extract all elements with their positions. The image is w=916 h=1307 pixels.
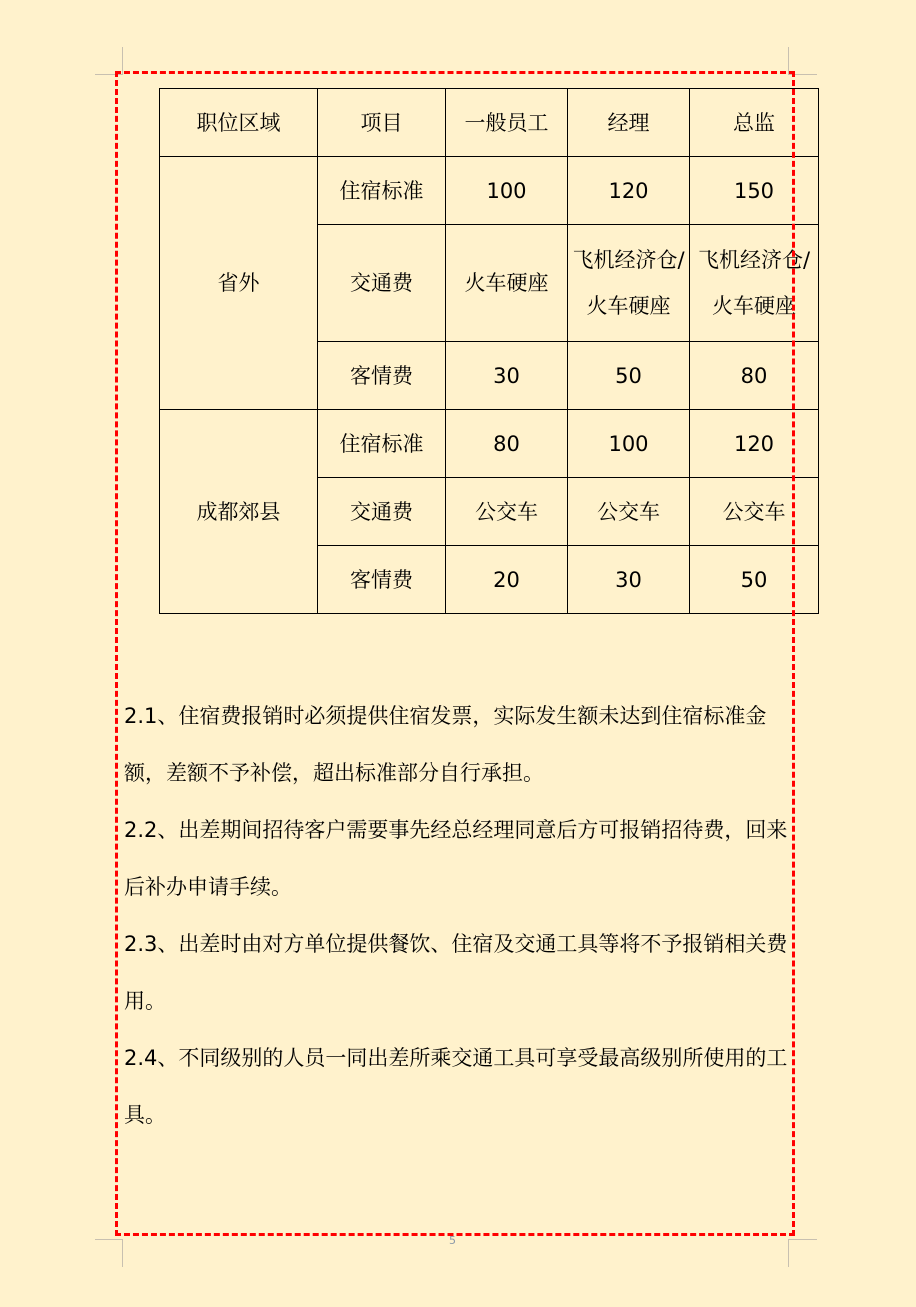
header-cell: 项目 [318, 89, 446, 157]
header-cell: 一般员工 [446, 89, 568, 157]
value-cell: 公交车 [690, 478, 819, 546]
travel-expense-table [159, 88, 819, 614]
item-cell: 交通费 [318, 225, 446, 342]
crop-mark-tl-v [122, 47, 123, 75]
paragraph: 2.3、出差时由对方单位提供餐饮、住宿及交通工具等将不予报销相关费用。 [124, 932, 788, 1013]
value-cell: 火车硬座 [446, 225, 568, 342]
value-cell: 公交车 [568, 478, 690, 546]
table-row [160, 410, 819, 478]
value-cell: 100 [446, 157, 568, 225]
value-cell: 50 [568, 342, 690, 410]
table-header-row [160, 89, 819, 157]
table-row [160, 157, 819, 225]
crop-mark-tr-h [789, 74, 817, 75]
crop-mark-bl-h [95, 1239, 123, 1240]
value-cell: 20 [446, 546, 568, 614]
paragraph: 2.1、住宿费报销时必须提供住宿发票，实际发生额未达到住宿标准金额，差额不予补偿，超出标准部分自行承担。 [124, 704, 767, 785]
region-cell: 省外 [160, 157, 318, 410]
policy-paragraphs [124, 688, 794, 1144]
region-cell: 成都郊县 [160, 410, 318, 614]
item-cell: 住宿标准 [318, 410, 446, 478]
value-cell: 150 [690, 157, 819, 225]
value-cell: 50 [690, 546, 819, 614]
item-cell: 客情费 [318, 546, 446, 614]
value-cell: 120 [568, 157, 690, 225]
item-cell: 住宿标准 [318, 157, 446, 225]
paragraph: 2.4、不同级别的人员一同出差所乘交通工具可享受最高级别所使用的工具。 [124, 1046, 788, 1127]
value-cell: 30 [568, 546, 690, 614]
value-cell: 飞机经济仓/火车硬座 [568, 225, 690, 342]
crop-mark-tl-h [95, 74, 123, 75]
header-cell: 职位区域 [160, 89, 318, 157]
value-cell: 80 [446, 410, 568, 478]
crop-mark-br-v [788, 1239, 789, 1267]
value-cell: 30 [446, 342, 568, 410]
crop-mark-br-h [789, 1239, 817, 1240]
value-cell: 100 [568, 410, 690, 478]
value-cell: 120 [690, 410, 819, 478]
crop-mark-bl-v [122, 1239, 123, 1267]
crop-mark-tr-v [788, 47, 789, 75]
header-cell: 总监 [690, 89, 819, 157]
value-cell: 公交车 [446, 478, 568, 546]
item-cell: 交通费 [318, 478, 446, 546]
value-cell: 飞机经济仓/火车硬座 [690, 225, 819, 342]
paragraph: 2.2、出差期间招待客户需要事先经总经理同意后方可报销招待费，回来后补办申请手续。 [124, 818, 788, 899]
item-cell: 客情费 [318, 342, 446, 410]
header-cell: 经理 [568, 89, 690, 157]
value-cell: 80 [690, 342, 819, 410]
page-number: 5 [449, 1234, 456, 1247]
